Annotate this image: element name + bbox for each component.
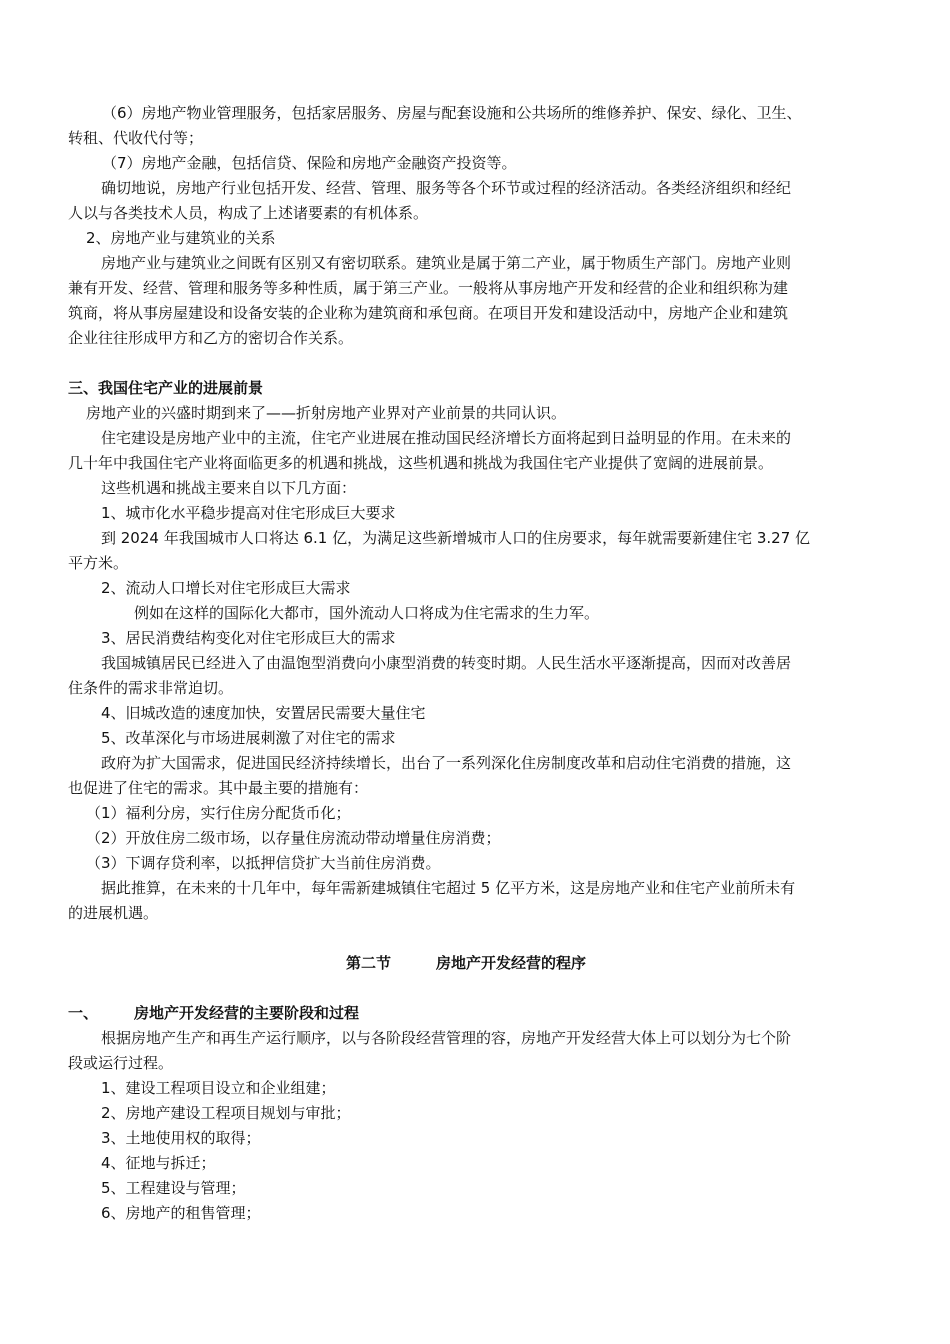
paragraph-line: 房地产业的兴盛时期到来了——折射房地产业界对产业前景的共同认识。	[86, 404, 567, 422]
list-item: 5、改革深化与市场进展刺激了对住宅的需求	[101, 729, 396, 747]
paragraph-line: 例如在这样的国际化大都市，国外流动人口将成为住宅需求的生力军。	[134, 604, 600, 622]
paragraph-line: （6）房地产物业管理服务，包括家居服务、房屋与配套设施和公共场所的维修养护、保安、绿化、卫生、	[102, 104, 802, 122]
section-title: 房地产开发经营的程序	[436, 954, 587, 972]
paragraph-line: 住条件的需求非常迫切。	[68, 679, 234, 697]
paragraph-line: 据此推算，在未来的十几年中，每年需新建城镇住宅超过 5 亿平方米，这是房地产业和住宅产业前所未有	[101, 879, 796, 897]
paragraph-line: 企业往往形成甲方和乙方的密切合作关系。	[68, 329, 354, 347]
paragraph-line: 段或运行过程。	[68, 1054, 174, 1072]
list-item: 4、征地与拆迁；	[101, 1154, 216, 1172]
list-item: 3、居民消费结构变化对住宅形成巨大的需求	[101, 629, 396, 647]
list-item: （2）开放住房二级市场，以存量住房流动带动增量住房消费；	[86, 829, 501, 847]
paragraph-line: 也促进了住宅的需求。其中最主要的措施有：	[68, 779, 369, 797]
paragraph-line: 确切地说，房地产行业包括开发、经营、管理、服务等各个环节或过程的经济活动。各类经济组织和经纪	[101, 179, 792, 197]
list-item: 4、旧城改造的速度加快，安置居民需要大量住宅	[101, 704, 426, 722]
list-item: （3）下调存贷利率，以抵押信贷扩大当前住房消费。	[86, 854, 441, 872]
paragraph-line: 平方米。	[68, 554, 129, 572]
paragraph-line: 我国城镇居民已经进入了由温饱型消费向小康型消费的转变时期。人民生活水平逐渐提高，因而对改善居	[101, 654, 792, 672]
paragraph-line: 几十年中我国住宅产业将面临更多的机遇和挑战，这些机遇和挑战为我国住宅产业提供了宽阔的进展前景。	[68, 454, 774, 472]
list-item: 3、土地使用权的取得；	[101, 1129, 261, 1147]
paragraph-line: （7）房地产金融，包括信贷、保险和房地产金融资产投资等。	[102, 154, 517, 172]
paragraph-line: 这些机遇和挑战主要来自以下几方面：	[101, 479, 357, 497]
list-item: 1、城市化水平稳步提高对住宅形成巨大要求	[101, 504, 396, 522]
paragraph-line: 兼有开发、经营、管理和服务等多种性质，属于第三产业。一般将从事房地产开发和经营的企业和组织称为建	[68, 279, 789, 297]
list-item: （1）福利分房，实行住房分配货币化；	[86, 804, 351, 822]
paragraph-line: 到 2024 年我国城市人口将达 6.1 亿，为满足这些新增城市人口的住房要求，每年就需要新建住宅 3.27 亿	[101, 529, 811, 547]
section-heading: 三、我国住宅产业的进展前景	[68, 379, 264, 397]
paragraph-line: 根据房地产生产和再生产运行顺序，以与各阶段经营管理的容，房地产开发经营大体上可以划分为七个阶	[101, 1029, 792, 1047]
list-item: 2、房地产建设工程项目规划与审批；	[101, 1104, 351, 1122]
paragraph-line: 转租、代收代付等；	[68, 129, 204, 147]
paragraph-line: 筑商，将从事房屋建设和设备安装的企业称为建筑商和承包商。在项目开发和建设活动中，房地产企业和建筑	[68, 304, 789, 322]
list-item: 6、房地产的租售管理；	[101, 1204, 261, 1222]
heading-number: 一、	[68, 1004, 99, 1022]
list-item: 1、建设工程项目设立和企业组建；	[101, 1079, 336, 1097]
heading-title: 房地产开发经营的主要阶段和过程	[134, 1004, 360, 1022]
paragraph-line: 房地产业与建筑业之间既有区别又有密切联系。建筑业是属于第二产业，属于物质生产部门。房地产业则	[101, 254, 792, 272]
paragraph-line: 政府为扩大国需求，促进国民经济持续增长，出台了一系列深化住房制度改革和启动住宅消费的措施，这	[101, 754, 792, 772]
subheading: 2、房地产业与建筑业的关系	[86, 229, 276, 247]
list-item: 2、流动人口增长对住宅形成巨大需求	[101, 579, 351, 597]
paragraph-line: 的进展机遇。	[68, 904, 159, 922]
paragraph-line: 人以与各类技术人员，构成了上述诸要素的有机体系。	[68, 204, 429, 222]
section-number: 第二节	[346, 954, 392, 972]
list-item: 5、工程建设与管理；	[101, 1179, 246, 1197]
paragraph-line: 住宅建设是房地产业中的主流，住宅产业进展在推动国民经济增长方面将起到日益明显的作用。在未来的	[101, 429, 792, 447]
